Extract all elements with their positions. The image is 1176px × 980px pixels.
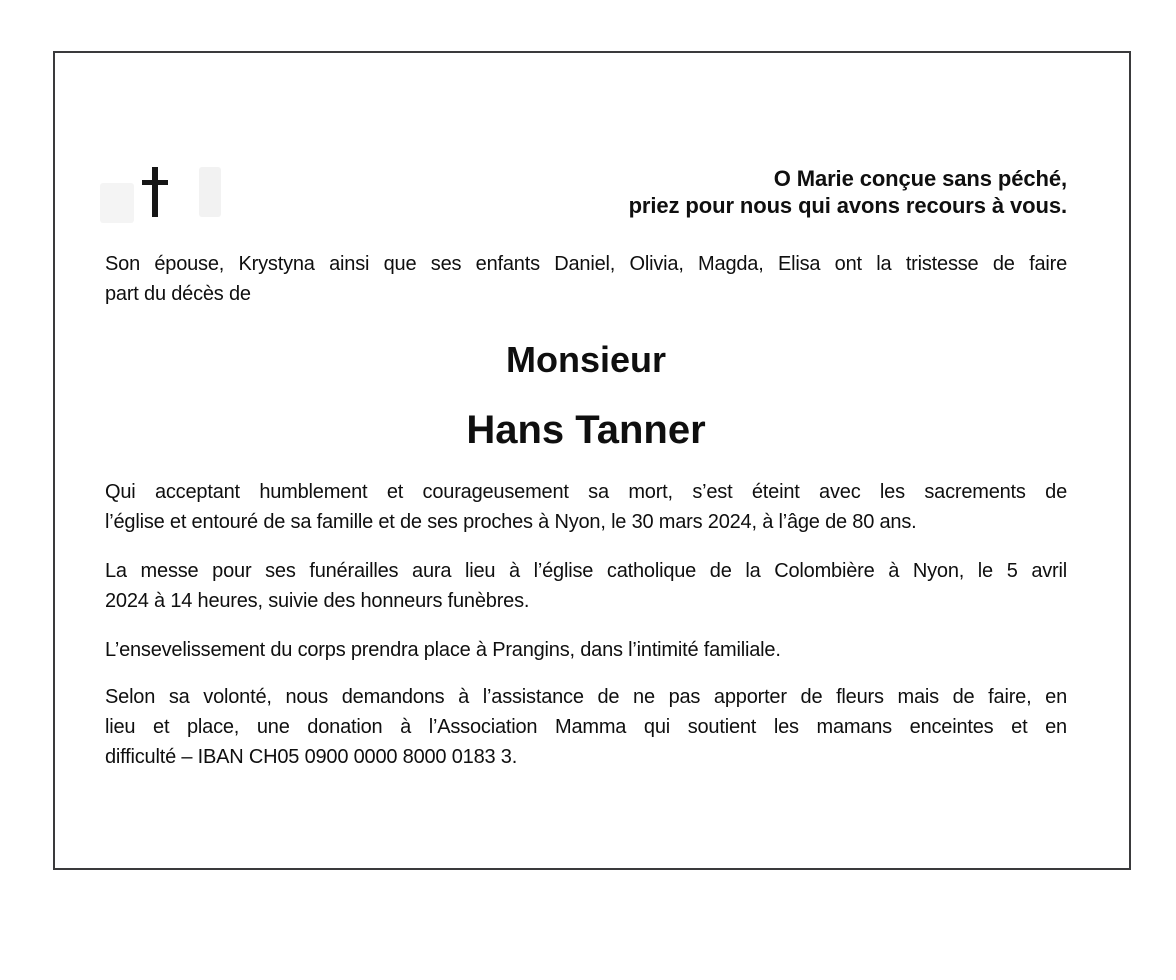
- paragraph-line: Qui acceptant humblement et courageusement sa mort, s’est éteint avec les sacrements de: [105, 481, 1067, 503]
- cross-horizontal-bar: [142, 180, 168, 185]
- body-paragraph-death: [105, 477, 1067, 537]
- honorific-title: Monsieur: [505, 339, 666, 380]
- body-paragraph-mass: [105, 556, 1067, 616]
- paragraph-line: L’ensevelissement du corps prendra place à Prangins, dans l’intimité familiale.: [105, 639, 781, 661]
- notice-content: [55, 165, 1129, 980]
- notice-header: [105, 165, 1067, 219]
- paragraph-line: l’église et entouré de sa famille et de ses proches à Nyon, le 30 mars 2024, à l’âge de 80 ans.: [105, 511, 917, 533]
- death-notice-card: [53, 51, 1131, 870]
- paragraph-line: difficulté – IBAN CH05 0900 0000 8000 0183 3.: [105, 746, 518, 768]
- cross-vertical-bar: [152, 167, 158, 217]
- body-paragraph-burial: [105, 635, 1067, 665]
- paragraph-line: Son épouse, Krystyna ainsi que ses enfants Daniel, Olivia, Magda, Elisa ont la tristesse de faire: [105, 253, 1067, 275]
- deceased-name: Hans Tanner: [466, 408, 706, 452]
- prayer-line-2: priez pour nous qui avons recours à vous.: [628, 193, 1067, 218]
- prayer-text: [629, 165, 1067, 219]
- paragraph-line: 2024 à 14 heures, suivie des honneurs funèbres.: [105, 590, 530, 612]
- intro-paragraph: [105, 249, 1067, 309]
- paragraph-line: lieu et place, une donation à l’Association Mamma qui soutient les mamans enceintes et en: [105, 716, 1067, 738]
- prayer-line-1: O Marie conçue sans péché,: [773, 166, 1067, 191]
- paragraph-line: La messe pour ses funérailles aura lieu à l’église catholique de la Colombière à Nyon, le 5 avril: [105, 560, 1067, 582]
- cross-icon: [142, 167, 168, 217]
- paragraph-line: part du décès de: [105, 283, 251, 305]
- paragraph-line: Selon sa volonté, nous demandons à l’assistance de ne pas apporter de fleurs mais de faire, en: [105, 686, 1067, 708]
- body-paragraph-donation: [105, 682, 1067, 772]
